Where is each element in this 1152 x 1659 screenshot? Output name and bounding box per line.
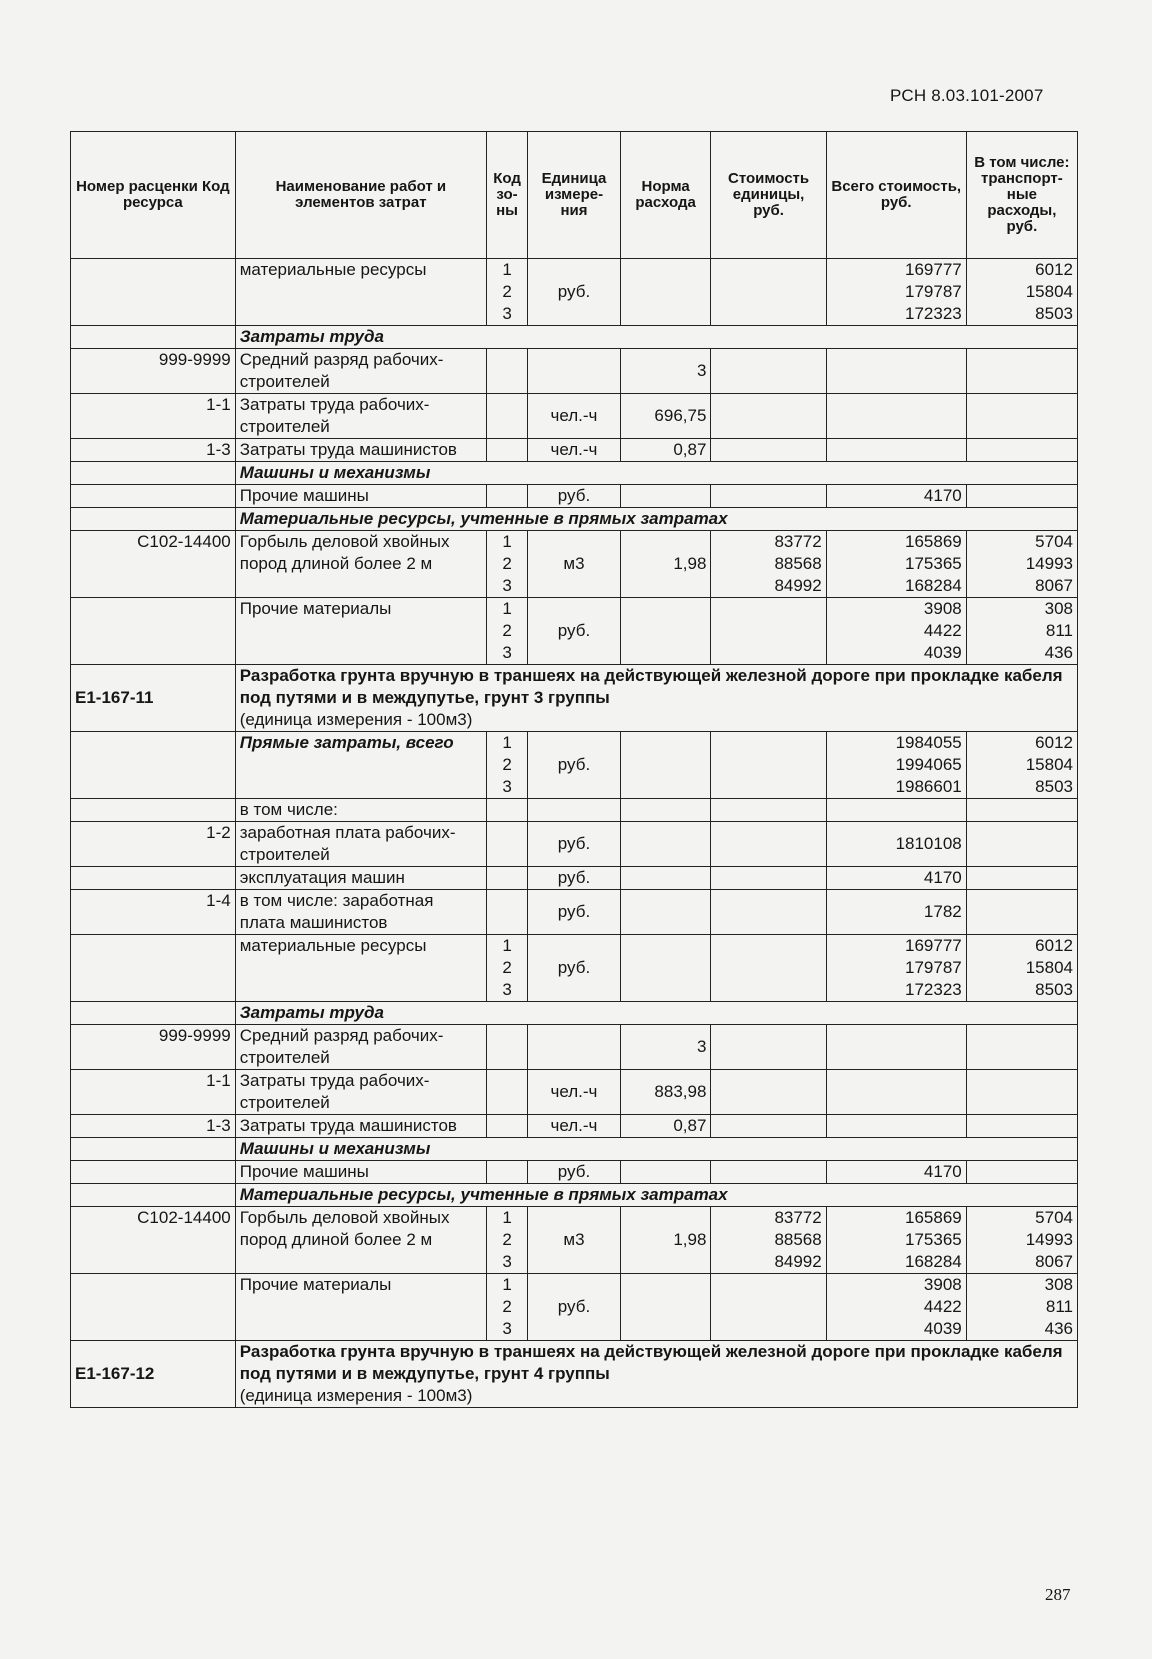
section-title: Материальные ресурсы, учтенные в прямых затратах bbox=[235, 508, 1077, 531]
col-header-unit-cost: Стоимость единицы, руб. bbox=[711, 132, 826, 259]
section-row bbox=[71, 1002, 1078, 1025]
table-header-row bbox=[71, 132, 1078, 259]
section-row bbox=[71, 462, 1078, 485]
section-title: Затраты труда bbox=[235, 1002, 1077, 1025]
table-row: Прочие материалы 1 2 3 руб. 3908 4422 4039 308 811 436 bbox=[71, 1274, 1078, 1341]
table-row: Прочие материалы 1 2 3 руб. 3908 4422 4039 308 811 436 bbox=[71, 598, 1078, 665]
table-row: Прочие машины руб. 4170 bbox=[71, 485, 1078, 508]
table-row: эксплуатация машин руб. 4170 bbox=[71, 867, 1078, 890]
table-row: материальные ресурсы 1 2 3 руб. 169777 179787 172323 6012 15804 8503 bbox=[71, 259, 1078, 326]
table-row: С102-14400 Горбыль деловой хвойных пород длиной более 2 м 1 2 3 м3 1,98 83772 88568 84992 165869 175365 168284 5704 14993 8067 bbox=[71, 531, 1078, 598]
col-header-zone: Код зо- ны bbox=[486, 132, 527, 259]
section-title: Затраты труда bbox=[235, 326, 1077, 349]
table-row: 1-2 заработная плата рабочих-строителей руб. 1810108 bbox=[71, 822, 1078, 867]
table-row: 999-9999 Средний разряд рабочих-строителей 3 bbox=[71, 349, 1078, 394]
table-row: в том числе: bbox=[71, 799, 1078, 822]
table-row: 1-3 Затраты труда машинистов чел.-ч 0,87 bbox=[71, 439, 1078, 462]
section-row bbox=[71, 508, 1078, 531]
table-row: 999-9999 Средний разряд рабочих-строителей 3 bbox=[71, 1025, 1078, 1070]
table-row: 1-1 Затраты труда рабочих-строителей чел.-ч 696,75 bbox=[71, 394, 1078, 439]
col-header-norm: Норма расхода bbox=[620, 132, 711, 259]
col-header-unit: Единица измере- ния bbox=[528, 132, 621, 259]
rates-table bbox=[70, 131, 1078, 1408]
table-row: С102-14400 Горбыль деловой хвойных пород длиной более 2 м 1 2 3 м3 1,98 83772 88568 84992 165869 175365 168284 5704 14993 8067 bbox=[71, 1207, 1078, 1274]
section-row bbox=[71, 1138, 1078, 1161]
section-row bbox=[71, 326, 1078, 349]
rate-code: Е1-167-11 bbox=[71, 665, 236, 732]
rate-unit-note: (единица измерения - 100м3) bbox=[239, 710, 473, 729]
section-title: Материальные ресурсы, учтенные в прямых затратах bbox=[235, 1184, 1077, 1207]
col-header-transport: В том числе: транспорт- ные расходы, руб. bbox=[966, 132, 1077, 259]
col-header-total-cost: Всего стоимость, руб. bbox=[826, 132, 966, 259]
table-row: Прямые затраты, всего 1 2 3 руб. 1984055 1994065 1986601 6012 15804 8503 bbox=[71, 732, 1078, 799]
rate-header-row bbox=[71, 1341, 1078, 1408]
rate-unit-note: (единица измерения - 100м3) bbox=[239, 1386, 473, 1405]
rate-title: Разработка грунта вручную в траншеях на действующей железной дороге при прокладке кабеля под путями и в междупутье, грунт 3 группы bbox=[239, 666, 1063, 707]
document-code: РСН 8.03.101-2007 bbox=[890, 86, 1044, 105]
table-row: 1-1 Затраты труда рабочих-строителей чел.-ч 883,98 bbox=[71, 1070, 1078, 1115]
col-header-code: Номер расценки Код ресурса bbox=[71, 132, 236, 259]
table-row: материальные ресурсы 1 2 3 руб. 169777 179787 172323 6012 15804 8503 bbox=[71, 935, 1078, 1002]
rate-title: Разработка грунта вручную в траншеях на действующей железной дороге при прокладке кабеля под путями и в междупутье, грунт 4 группы bbox=[239, 1342, 1063, 1383]
rate-code: Е1-167-12 bbox=[71, 1341, 236, 1408]
table-row: Прочие машины руб. 4170 bbox=[71, 1161, 1078, 1184]
table-row: 1-4 в том числе: заработная плата машинистов руб. 1782 bbox=[71, 890, 1078, 935]
col-header-name: Наименование работ и элементов затрат bbox=[235, 132, 486, 259]
section-title: Машины и механизмы bbox=[235, 1138, 1077, 1161]
section-row bbox=[71, 1184, 1078, 1207]
page-number: 287 bbox=[1045, 1585, 1071, 1604]
section-title: Машины и механизмы bbox=[235, 462, 1077, 485]
table-row: 1-3 Затраты труда машинистов чел.-ч 0,87 bbox=[71, 1115, 1078, 1138]
rate-header-row bbox=[71, 665, 1078, 732]
